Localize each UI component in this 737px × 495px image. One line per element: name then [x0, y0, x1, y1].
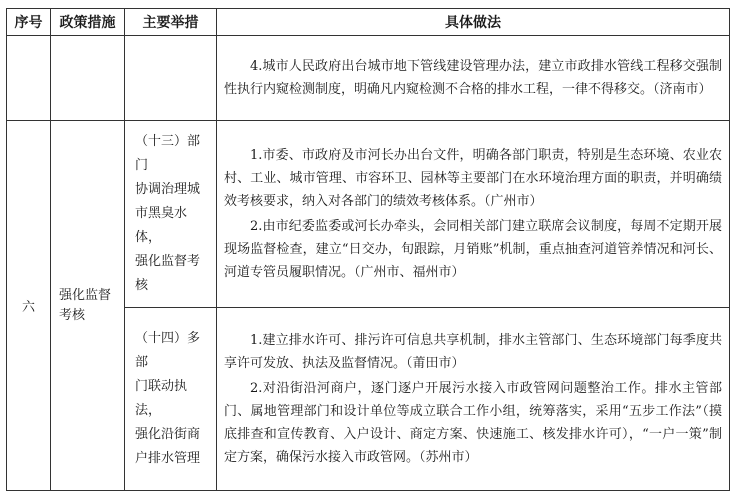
measure-line: 门联动执法，	[135, 379, 188, 418]
measure-cell-14	[125, 308, 217, 491]
measure-line: 协调治理城	[135, 182, 201, 197]
seq-cell-empty	[7, 36, 51, 121]
measure-line: （十三）部门	[135, 134, 201, 173]
method-cell	[217, 308, 730, 491]
policy-cell	[51, 121, 125, 491]
table-header-row	[7, 9, 730, 36]
header-method: 具体做法	[217, 9, 730, 36]
policy-table	[6, 8, 730, 491]
seq-cell: 六	[7, 121, 51, 491]
measure-line: 强化沿街商	[135, 427, 201, 442]
method-paragraph: 1.建立排水许可、排污许可信息共享机制，排水主管部门、生态环境部门每季度共享许可发放、执法及监督情况。（莆田市）	[224, 333, 722, 371]
measure-line: （十四）多部	[135, 331, 201, 370]
header-measure: 主要举措	[125, 9, 217, 36]
method-cell	[217, 121, 730, 308]
method-paragraph: 2.由市纪委监委或河长办牵头，会同相关部门建立联席会议制度，每周不定期开展现场监督检查，建立“日交办，旬跟踪，月销账”机制，重点抽查河道管养情况和河长、河道专管员履职情况。（广州市、福州市）	[224, 219, 722, 280]
policy-line: 强化监督	[59, 287, 112, 303]
measure-line: 强化监督考	[135, 254, 201, 269]
measure-cell-13	[125, 121, 217, 308]
header-seq: 序号	[7, 9, 51, 36]
table-row	[7, 36, 730, 121]
policy-cell-empty	[51, 36, 125, 121]
measure-line: 核	[135, 278, 149, 293]
measure-line: 市黑臭水体，	[135, 206, 188, 245]
measure-cell-empty	[125, 36, 217, 121]
method-paragraph: 1.市委、市政府及市河长办出台文件，明确各部门职责，特别是生态环境、农业农村、工业、城市管理、市容环卫、园林等主要部门在水环境治理方面的职责，并明确绩效考核要求，纳入对各部门的绩效考核体系。（广州市）	[224, 148, 722, 209]
table-row	[7, 121, 730, 308]
method-paragraph: 4.城市人民政府出台城市地下管线建设管理办法，建立市政排水管线工程移交强制性执行内窥检测制度，明确凡内窥检测不合格的排水工程，一律不得移交。（济南市）	[224, 59, 722, 97]
measure-line: 户排水管理	[135, 451, 201, 466]
policy-line: 考核	[59, 307, 86, 323]
header-policy: 政策措施	[51, 9, 125, 36]
method-paragraph: 2.对沿街沿河商户，逐门逐户开展污水接入市政管网问题整治工作。排水主管部门、属地管理部门和设计单位等成立联合工作小组，统筹落实，采用“五步工作法”（摸底排查和宣传教育、入户设计、商定方案、快速施工、核发排水许可），“一户一策”制定方案，确保污水接入市政管网。（苏州市）	[224, 381, 722, 465]
method-cell	[217, 36, 730, 121]
